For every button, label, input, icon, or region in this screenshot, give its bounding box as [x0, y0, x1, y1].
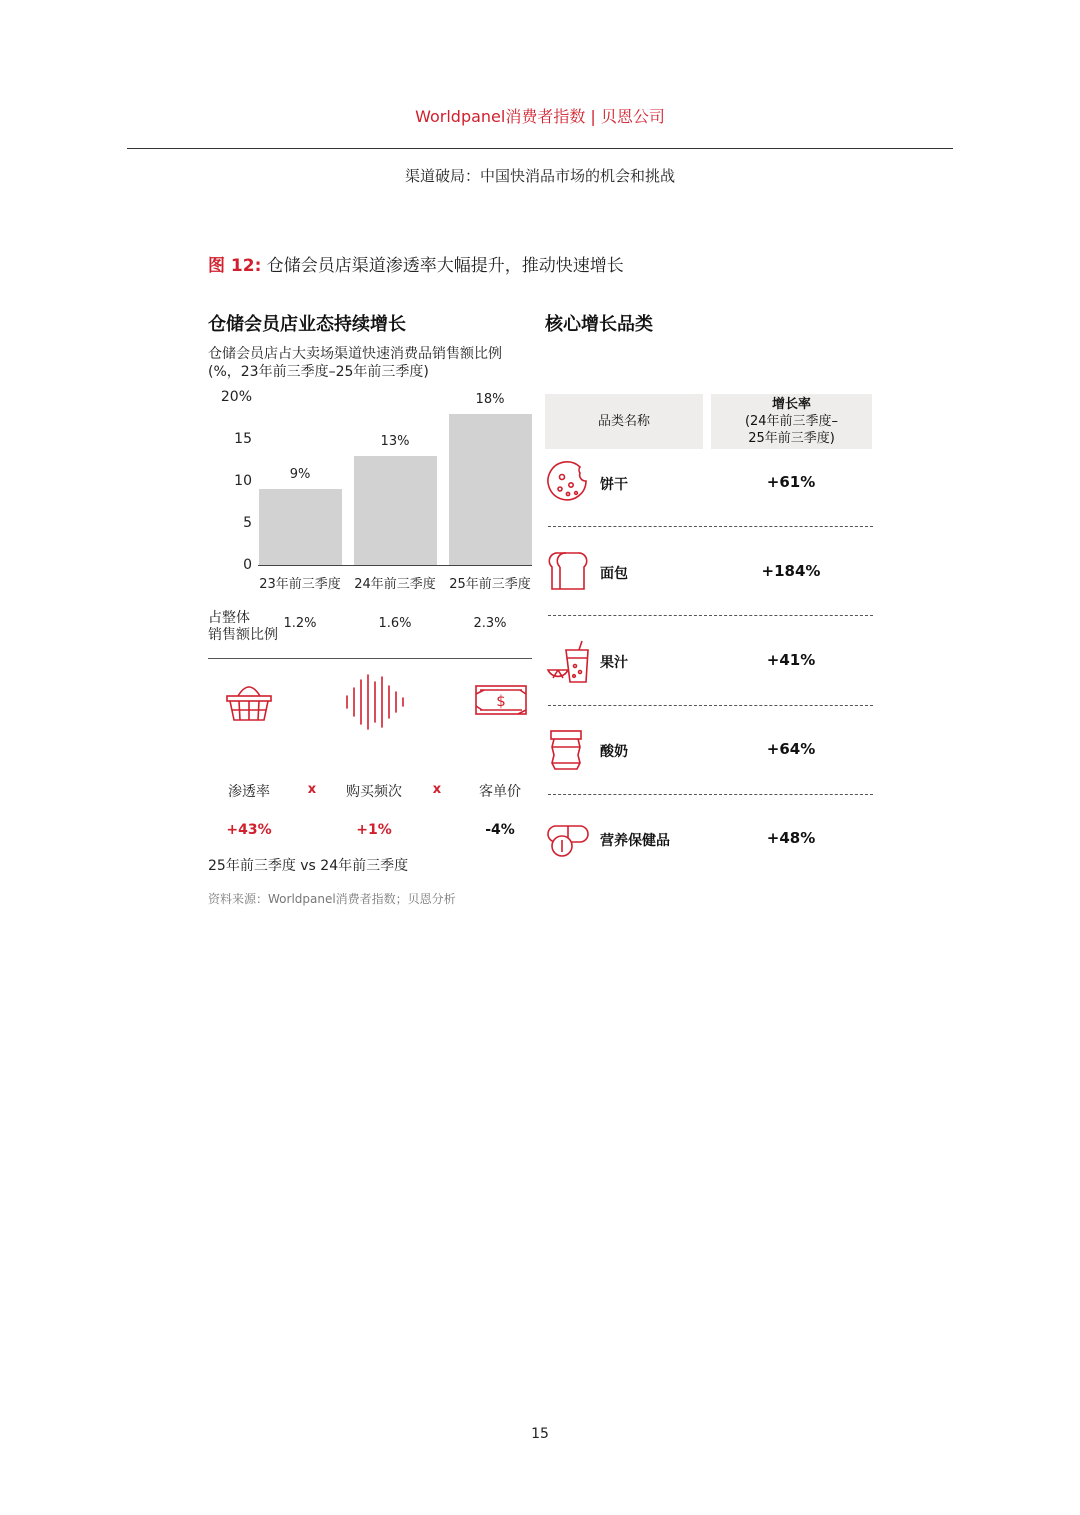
chart-caption-line1: 仓储会员店占大卖场渠道快速消费品销售额比例	[208, 346, 502, 362]
times-sign: x	[432, 782, 442, 797]
category-name: 酸奶	[600, 744, 628, 760]
bread-icon	[546, 551, 590, 595]
share-value: 2.3%	[473, 616, 507, 631]
category-name: 营养保健品	[600, 833, 670, 849]
row-divider	[548, 615, 873, 616]
table-header-name	[545, 394, 703, 449]
share-label-line2: 销售额比例	[208, 627, 278, 643]
bar-data-label: 13%	[380, 433, 410, 449]
row-divider	[548, 526, 873, 527]
figure-title	[208, 251, 624, 276]
x-tick-label: 24年前三季度	[354, 577, 436, 592]
category-name: 果汁	[600, 655, 628, 671]
factor-change: -4%	[485, 822, 515, 838]
comparison-note: 25年前三季度 vs 24年前三季度	[208, 858, 409, 874]
share-value: 1.6%	[378, 616, 412, 631]
svg-text:$: $	[496, 692, 506, 710]
yogurt-icon	[548, 729, 584, 775]
factor-label-frequency: 购买频次	[346, 784, 402, 800]
bar-24q1-3	[354, 456, 437, 565]
y-tick: 20%	[220, 389, 252, 405]
factor-label-basket-size: 客单价	[479, 784, 521, 800]
section-divider	[208, 658, 532, 659]
x-tick-label: 23年前三季度	[259, 577, 341, 592]
factor-label-penetration: 渗透率	[228, 784, 270, 800]
table-header-name-text: 品类名称	[597, 414, 650, 429]
header-divider	[127, 148, 953, 149]
chart-caption-line2: (%，23年前三季度–25年前三季度)	[208, 364, 429, 380]
x-axis-line	[258, 565, 532, 566]
left-panel-heading: 仓储会员店业态持续增长	[208, 314, 406, 335]
bar-23q1-3	[259, 489, 342, 565]
y-tick: 5	[243, 515, 252, 531]
soundwave-icon	[344, 674, 406, 734]
times-sign: x	[307, 782, 317, 797]
category-growth: +61%	[766, 473, 816, 491]
basket-icon	[224, 680, 274, 728]
cookie-icon	[546, 461, 590, 509]
category-growth: +41%	[766, 651, 816, 669]
row-divider	[548, 705, 873, 706]
table-header-growth-title: 增长率	[771, 397, 811, 412]
share-label-line1: 占整体	[208, 610, 250, 626]
pill-icon	[546, 824, 590, 862]
y-tick: 10	[234, 473, 252, 489]
bar-data-label: 9%	[289, 467, 311, 483]
factor-change: +1%	[356, 822, 392, 838]
source-note: 资料来源：Worldpanel消费者指数；贝恩分析	[208, 892, 456, 906]
header-brand: Worldpanel消费者指数 | 贝恩公司	[415, 107, 665, 126]
right-panel-heading: 核心增长品类	[545, 314, 653, 335]
category-growth: +184%	[761, 562, 821, 580]
row-divider	[548, 794, 873, 795]
figure-title-text: 仓储会员店渠道渗透率大幅提升，推动快速增长	[266, 256, 624, 276]
table-header-growth-period2: 25年前三季度)	[748, 431, 835, 446]
page-number: 15	[531, 1426, 549, 1442]
category-name: 饼干	[600, 477, 628, 493]
cash-icon	[474, 684, 528, 722]
header-subtitle: 渠道破局：中国快消品市场的机会和挑战	[404, 167, 675, 185]
category-name: 面包	[600, 566, 628, 582]
bar-25q1-3	[449, 414, 532, 565]
y-tick: 15	[234, 431, 252, 447]
factor-change: +43%	[226, 822, 272, 838]
figure-number: 图 12:	[208, 256, 262, 276]
x-tick-label: 25年前三季度	[449, 577, 531, 592]
category-growth: +64%	[766, 740, 816, 758]
juice-icon	[546, 640, 590, 688]
share-value: 1.2%	[283, 616, 317, 631]
y-tick: 0	[243, 557, 252, 573]
bar-data-label: 18%	[475, 391, 505, 407]
table-header-growth-period1: (24年前三季度–	[744, 414, 839, 429]
table-header-growth	[711, 394, 872, 449]
category-growth: +48%	[766, 829, 816, 847]
